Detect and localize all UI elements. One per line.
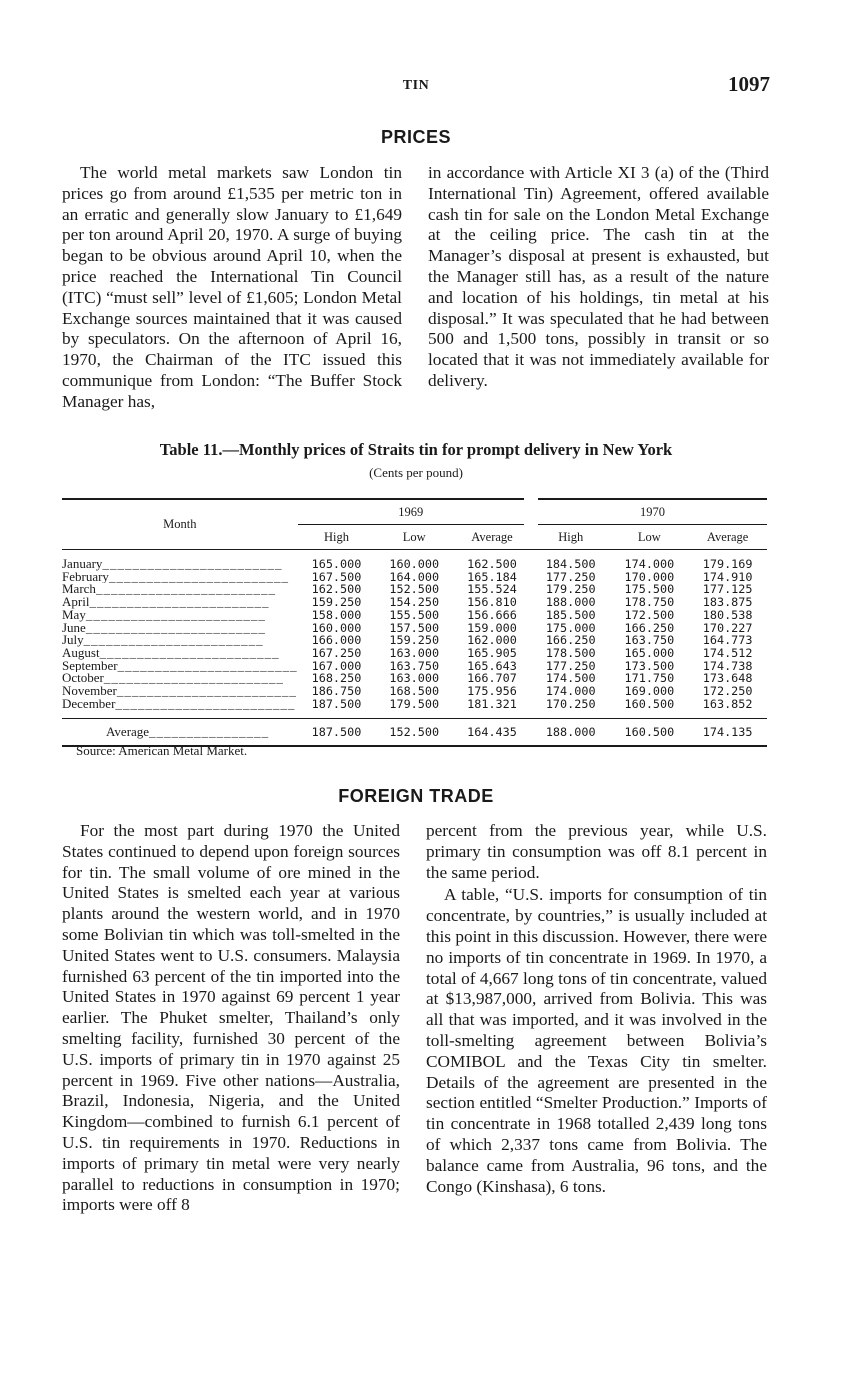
subheader-average-1970: Average (688, 525, 767, 550)
value-cell: 160.500 (624, 696, 675, 711)
value-cell: 168.500 (389, 684, 440, 699)
value-cell: 175.000 (545, 620, 596, 635)
page-number: 1097 (728, 72, 770, 96)
value-cell: 171.750 (624, 671, 675, 686)
value-cell: 165.000 (311, 557, 362, 571)
value-cell: 174.738 (702, 658, 753, 673)
month-cell: January________________________ (62, 556, 283, 571)
running-head (62, 72, 770, 102)
month-cell: September________________________ (62, 659, 298, 673)
month-cell: November________________________ (62, 685, 297, 698)
value-cell: 163.000 (389, 671, 440, 686)
average-value-cell: 174.135 (688, 719, 767, 747)
value-cell: 158.000 (311, 607, 362, 622)
value-cell: 177.250 (545, 658, 596, 673)
value-cell: 175.956 (467, 684, 517, 699)
value-cell: 159.250 (389, 633, 440, 648)
average-value-cell: 160.500 (611, 719, 689, 747)
running-title: TIN (402, 78, 430, 93)
value-cell: 154.250 (389, 595, 440, 610)
value-cell: 174.512 (702, 645, 753, 660)
average-value-cell: 188.000 (531, 719, 611, 747)
average-value-cell: 152.500 (375, 719, 453, 747)
table-row (62, 550, 767, 571)
month-column-header: Month (62, 499, 298, 550)
value-cell: 162.500 (311, 582, 362, 597)
value-cell: 187.500 (311, 696, 362, 711)
value-cell: 178.500 (545, 645, 596, 660)
table-row (62, 596, 767, 609)
value-cell: 160.000 (389, 557, 440, 571)
month-cell: May________________________ (62, 608, 266, 622)
prices-table (62, 498, 767, 747)
value-cell: 156.666 (467, 607, 517, 622)
value-cell: 156.810 (467, 595, 517, 610)
value-cell: 164.773 (702, 633, 753, 648)
value-cell: 177.250 (545, 569, 596, 584)
average-label-cell: Average________________ (62, 719, 298, 747)
value-cell: 173.500 (624, 658, 675, 673)
value-cell: 174.000 (545, 684, 596, 699)
value-cell: 157.500 (389, 620, 440, 635)
value-cell: 179.169 (702, 557, 753, 571)
prices-paragraph-right: in accordance with Article XI 3 (a) of the (Third International Tin) Agreement, offered available cash tin for sale on the London Metal Exchange at the ceiling price. The cash tin at the Manager’s disposal at present is exhausted, but the Manager still has, as a result of the nature and location of his holdings, tin metal at his disposal.” It was speculated that he had between 500 and 1,500 tons, possibly in transit or so located that it was not immediately available for delivery. (428, 163, 769, 390)
table-subtitle: (Cents per pound) (369, 465, 463, 480)
value-cell: 180.538 (702, 607, 753, 622)
table-body (62, 550, 767, 719)
month-cell: October________________________ (62, 672, 284, 686)
value-cell: 179.250 (545, 582, 596, 597)
foreign-trade-paragraph-right-1: percent from the previous year, while U.S. primary tin consumption was off 8.1 percent in the same period. (426, 821, 767, 882)
subheader-low-1970: Low (611, 525, 689, 550)
value-cell: 163.750 (389, 658, 440, 673)
month-cell: August________________________ (62, 646, 280, 660)
value-cell: 166.250 (545, 633, 596, 648)
prices-heading: PRICES (380, 127, 452, 147)
value-cell: 165.905 (467, 645, 517, 660)
value-cell: 167.500 (311, 569, 362, 584)
value-cell: 170.227 (702, 620, 753, 635)
prices-right-column (428, 163, 769, 392)
value-cell: 162.000 (467, 633, 517, 648)
table-source-note: Source: American Metal Market. (76, 743, 248, 758)
value-cell: 174.000 (624, 557, 675, 571)
subheader-low-1969: Low (375, 525, 453, 550)
value-cell: 159.000 (467, 620, 517, 635)
subheader-high-1970: High (531, 525, 611, 550)
value-cell: 170.250 (545, 696, 596, 711)
foreign-trade-right-column (426, 821, 767, 1197)
value-cell: 167.250 (311, 645, 362, 660)
value-cell: 184.500 (545, 557, 596, 571)
foreign-trade-paragraph-left: For the most part during 1970 the United States continued to depend upon foreign sources for tin. The small volume of ore mined in the United States is smelted each year at various plants around the western world, and in 1970 some Bolivian tin which was toll-smelted in the United States went to U.S. consumers. Malaysia furnished 63 percent of the tin imported into the United States in 1970 against 69 percent 1 year earlier. The Phuket smelter, Thailand’s only smelting facility, furnished 30 percent of the U.S. imports of primary tin in 1970 against 25 percent in 1969. Five other nations—Australia, Brazil, Indonesia, Nigeria, and the United Kingdom—combined to furnish 6.1 percent of U.S. tin requirements in 1970. Reductions in imports of primary tin metal were very nearly parallel to reductions in consumption in 1970; imports were off 8 (62, 821, 400, 1215)
foreign-trade-paragraph-right-2: A table, “U.S. imports for consumption of tin concentrate, by countries,” is usually included at this point in this discussion. However, there were no imports of tin concentrate in 1969. In 1970, a total of 4,667 long tons of tin concentrate, valued at $13,987,000, arrived from Bolivia. This was all that was imported, and it was involved in the toll-smelting agreement between Bolivia’s COMIBOL and the Texas City tin smelter. Details of the agreement are presented in the section entitled “Smelter Production.” Imports of tin concentrate in 1968 totalled 2,439 long tons of which 2,337 tons came from Bolivia. The balance came from Australia, 96 tons, and the Congo (Kinshasa), 6 tons. (426, 885, 767, 1196)
value-cell: 181.321 (467, 696, 517, 711)
month-cell: April________________________ (62, 596, 270, 609)
value-cell: 173.648 (702, 671, 753, 686)
value-cell: 160.000 (311, 620, 362, 635)
table-title: Table 11.—Monthly prices of Straits tin for prompt delivery in New York (159, 440, 673, 459)
value-cell: 174.500 (545, 671, 596, 686)
value-cell: 165.000 (624, 645, 675, 660)
value-cell: 152.500 (389, 582, 440, 597)
value-cell: 169.000 (624, 684, 675, 699)
value-cell: 168.250 (311, 671, 362, 686)
value-cell: 162.500 (467, 557, 517, 571)
value-cell: 172.250 (702, 684, 753, 699)
value-cell: 159.250 (311, 595, 362, 610)
value-cell: 186.750 (311, 684, 362, 699)
value-cell: 179.500 (389, 696, 440, 711)
table-row (62, 698, 767, 719)
value-cell: 163.000 (389, 645, 440, 660)
value-cell: 174.910 (702, 569, 753, 584)
table-row (62, 609, 767, 622)
prices-left-column (62, 163, 402, 413)
foreign-trade-heading: FOREIGN TRADE (338, 786, 494, 806)
value-cell: 163.750 (624, 633, 675, 648)
subheader-high-1969: High (298, 525, 376, 550)
value-cell: 178.750 (624, 595, 675, 610)
year-header-1969: 1969 (298, 499, 531, 525)
value-cell: 188.000 (545, 595, 596, 610)
value-cell: 170.000 (624, 569, 675, 584)
average-value-cell: 187.500 (298, 719, 376, 747)
average-value-cell: 164.435 (453, 719, 531, 747)
month-cell: March________________________ (62, 583, 276, 597)
value-cell: 177.125 (702, 582, 753, 597)
value-cell: 183.875 (702, 595, 753, 610)
value-cell: 166.000 (311, 633, 362, 648)
month-cell: June________________________ (62, 621, 266, 635)
value-cell: 166.250 (624, 620, 675, 635)
value-cell: 172.500 (624, 607, 675, 622)
month-cell: July________________________ (62, 634, 264, 647)
value-cell: 167.000 (311, 658, 362, 673)
value-cell: 155.500 (389, 607, 440, 622)
value-cell: 166.707 (467, 671, 517, 686)
value-cell: 155.524 (467, 582, 517, 597)
prices-paragraph-left: The world metal markets saw London tin prices go from around £1,535 per metric ton in an erratic and generally slow January to £1,649 per ton around April 20, 1970. A surge of buying began to be obvious around April 10, when the price reached the International Tin Council (ITC) “must sell” level of £1,605; London Metal Exchange sources maintained that it was caused by speculators. On the afternoon of April 16, 1970, the Chairman of the ITC issued this communique from London: “The Buffer Stock Manager has, (62, 163, 402, 411)
value-cell: 165.643 (467, 658, 517, 673)
month-cell: December________________________ (62, 697, 296, 711)
table-row (62, 647, 767, 660)
year-header-1970: 1970 (531, 499, 767, 525)
subheader-average-1969: Average (453, 525, 531, 550)
month-cell: February________________________ (62, 570, 289, 584)
value-cell: 175.500 (624, 582, 675, 597)
value-cell: 165.184 (467, 569, 517, 584)
value-cell: 185.500 (545, 607, 596, 622)
value-cell: 164.000 (389, 569, 440, 584)
table-row (62, 685, 767, 698)
value-cell: 163.852 (702, 696, 753, 711)
foreign-trade-left-column (62, 821, 400, 1216)
